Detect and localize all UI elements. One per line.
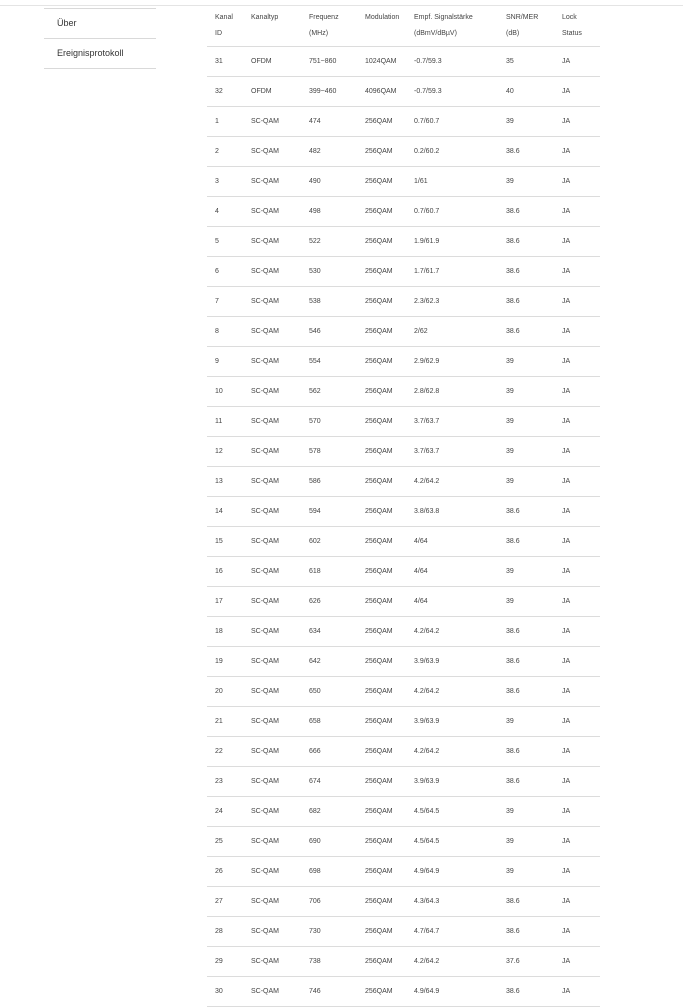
cell-kanal-id: 12 — [207, 436, 243, 466]
cell-modulation: 256QAM — [357, 466, 406, 496]
cell-frequenz: 690 — [301, 826, 357, 856]
cell-frequenz: 650 — [301, 676, 357, 706]
cell-modulation: 256QAM — [357, 916, 406, 946]
cell-modulation: 256QAM — [357, 376, 406, 406]
cell-lock-status: JA — [554, 256, 600, 286]
cell-lock-status: JA — [554, 916, 600, 946]
cell-lock-status: JA — [554, 196, 600, 226]
cell-snr-mer: 38.6 — [498, 136, 554, 166]
table-body — [207, 46, 600, 1006]
cell-frequenz: 626 — [301, 586, 357, 616]
cell-frequenz: 634 — [301, 616, 357, 646]
cell-snr-mer: 38.6 — [498, 496, 554, 526]
cell-kanaltyp: SC-QAM — [243, 766, 301, 796]
cell-modulation: 256QAM — [357, 616, 406, 646]
cell-snr-mer: 39 — [498, 856, 554, 886]
cell-modulation: 256QAM — [357, 886, 406, 916]
cell-signalstaerke: 4.2/64.2 — [406, 946, 498, 976]
table-header-row — [207, 0, 600, 46]
cell-snr-mer: 38.6 — [498, 286, 554, 316]
cell-snr-mer: 38.6 — [498, 736, 554, 766]
cell-frequenz: 682 — [301, 796, 357, 826]
cell-kanal-id: 25 — [207, 826, 243, 856]
cell-kanal-id: 19 — [207, 646, 243, 676]
cell-lock-status: JA — [554, 316, 600, 346]
cell-kanaltyp: SC-QAM — [243, 676, 301, 706]
cell-frequenz: 490 — [301, 166, 357, 196]
cell-signalstaerke: 2.8/62.8 — [406, 376, 498, 406]
header-line-1: Modulation — [365, 14, 400, 21]
table-row — [207, 886, 600, 916]
cell-lock-status: JA — [554, 526, 600, 556]
cell-kanal-id: 22 — [207, 736, 243, 766]
cell-snr-mer: 39 — [498, 796, 554, 826]
downstream-channel-table-container — [207, 0, 600, 1007]
cell-signalstaerke: 4.2/64.2 — [406, 466, 498, 496]
header-modulation — [357, 0, 406, 46]
cell-signalstaerke: 2/62 — [406, 316, 498, 346]
cell-signalstaerke: 3.7/63.7 — [406, 406, 498, 436]
cell-kanal-id: 28 — [207, 916, 243, 946]
cell-kanal-id: 5 — [207, 226, 243, 256]
cell-lock-status: JA — [554, 886, 600, 916]
cell-kanal-id: 31 — [207, 46, 243, 76]
cell-kanal-id: 10 — [207, 376, 243, 406]
cell-kanaltyp: SC-QAM — [243, 376, 301, 406]
cell-kanal-id: 16 — [207, 556, 243, 586]
cell-lock-status: JA — [554, 106, 600, 136]
table-row — [207, 226, 600, 256]
cell-snr-mer: 38.6 — [498, 766, 554, 796]
cell-modulation: 256QAM — [357, 796, 406, 826]
cell-kanal-id: 27 — [207, 886, 243, 916]
cell-signalstaerke: 1/61 — [406, 166, 498, 196]
cell-lock-status: JA — [554, 406, 600, 436]
cell-modulation: 256QAM — [357, 436, 406, 466]
cell-signalstaerke: -0.7/59.3 — [406, 46, 498, 76]
cell-snr-mer: 39 — [498, 346, 554, 376]
header-line-1: Empf. Signalstärke — [414, 14, 473, 21]
cell-kanaltyp: SC-QAM — [243, 616, 301, 646]
cell-signalstaerke: 1.9/61.9 — [406, 226, 498, 256]
cell-snr-mer: 38.6 — [498, 976, 554, 1006]
table-row — [207, 406, 600, 436]
header-line-2: (MHz) — [309, 30, 329, 37]
table-row — [207, 136, 600, 166]
table-row — [207, 736, 600, 766]
cell-frequenz: 698 — [301, 856, 357, 886]
table-row — [207, 106, 600, 136]
cell-modulation: 4096QAM — [357, 76, 406, 106]
table-row — [207, 256, 600, 286]
cell-lock-status: JA — [554, 796, 600, 826]
downstream-channel-table — [207, 0, 600, 1007]
table-row — [207, 646, 600, 676]
cell-kanaltyp: SC-QAM — [243, 556, 301, 586]
cell-signalstaerke: 4/64 — [406, 586, 498, 616]
table-row — [207, 166, 600, 196]
cell-signalstaerke: 0.7/60.7 — [406, 196, 498, 226]
cell-frequenz: 482 — [301, 136, 357, 166]
cell-lock-status: JA — [554, 76, 600, 106]
cell-signalstaerke: 4/64 — [406, 556, 498, 586]
cell-snr-mer: 38.6 — [498, 676, 554, 706]
cell-modulation: 256QAM — [357, 136, 406, 166]
sidebar-item-ueber[interactable]: Über — [44, 8, 156, 38]
cell-kanal-id: 3 — [207, 166, 243, 196]
cell-kanaltyp: SC-QAM — [243, 706, 301, 736]
cell-lock-status: JA — [554, 646, 600, 676]
cell-snr-mer: 38.6 — [498, 196, 554, 226]
table-row — [207, 616, 600, 646]
cell-frequenz: 578 — [301, 436, 357, 466]
table-row — [207, 46, 600, 76]
cell-signalstaerke: 4.5/64.5 — [406, 826, 498, 856]
cell-kanaltyp: SC-QAM — [243, 916, 301, 946]
cell-signalstaerke: 0.2/60.2 — [406, 136, 498, 166]
cell-frequenz: 474 — [301, 106, 357, 136]
cell-signalstaerke: 3.9/63.9 — [406, 706, 498, 736]
cell-kanal-id: 24 — [207, 796, 243, 826]
cell-lock-status: JA — [554, 556, 600, 586]
cell-kanal-id: 20 — [207, 676, 243, 706]
header-line-1: Frequenz — [309, 14, 339, 21]
table-row — [207, 946, 600, 976]
cell-frequenz: 658 — [301, 706, 357, 736]
cell-lock-status: JA — [554, 436, 600, 466]
cell-kanaltyp: SC-QAM — [243, 226, 301, 256]
cell-signalstaerke: 4.9/64.9 — [406, 976, 498, 1006]
cell-lock-status: JA — [554, 826, 600, 856]
cell-frequenz: 706 — [301, 886, 357, 916]
cell-kanal-id: 9 — [207, 346, 243, 376]
cell-modulation: 256QAM — [357, 106, 406, 136]
cell-kanaltyp: SC-QAM — [243, 406, 301, 436]
cell-kanaltyp: SC-QAM — [243, 316, 301, 346]
cell-frequenz: 399~460 — [301, 76, 357, 106]
table-row — [207, 676, 600, 706]
table-row — [207, 706, 600, 736]
cell-lock-status: JA — [554, 766, 600, 796]
cell-modulation: 256QAM — [357, 346, 406, 376]
header-line-1: SNR/MER — [506, 14, 539, 21]
table-row — [207, 976, 600, 1006]
sidebar — [44, 8, 156, 69]
cell-kanal-id: 29 — [207, 946, 243, 976]
cell-modulation: 256QAM — [357, 736, 406, 766]
cell-snr-mer: 39 — [498, 466, 554, 496]
cell-modulation: 256QAM — [357, 976, 406, 1006]
cell-snr-mer: 39 — [498, 586, 554, 616]
cell-lock-status: JA — [554, 616, 600, 646]
cell-kanal-id: 14 — [207, 496, 243, 526]
table-row — [207, 376, 600, 406]
cell-modulation: 256QAM — [357, 856, 406, 886]
cell-snr-mer: 38.6 — [498, 526, 554, 556]
cell-signalstaerke: 3.9/63.9 — [406, 766, 498, 796]
cell-kanaltyp: SC-QAM — [243, 466, 301, 496]
cell-modulation: 256QAM — [357, 706, 406, 736]
cell-modulation: 256QAM — [357, 406, 406, 436]
cell-modulation: 1024QAM — [357, 46, 406, 76]
cell-lock-status: JA — [554, 226, 600, 256]
table-row — [207, 586, 600, 616]
cell-signalstaerke: -0.7/59.3 — [406, 76, 498, 106]
header-lock-status — [554, 0, 600, 46]
cell-modulation: 256QAM — [357, 946, 406, 976]
cell-lock-status: JA — [554, 376, 600, 406]
cell-snr-mer: 38.6 — [498, 886, 554, 916]
cell-frequenz: 554 — [301, 346, 357, 376]
header-kanaltyp — [243, 0, 301, 46]
cell-kanaltyp: OFDM — [243, 76, 301, 106]
cell-snr-mer: 39 — [498, 706, 554, 736]
cell-modulation: 256QAM — [357, 226, 406, 256]
cell-signalstaerke: 4/64 — [406, 526, 498, 556]
cell-snr-mer: 38.6 — [498, 256, 554, 286]
cell-lock-status: JA — [554, 586, 600, 616]
cell-kanal-id: 15 — [207, 526, 243, 556]
table-row — [207, 916, 600, 946]
cell-kanal-id: 18 — [207, 616, 243, 646]
cell-kanal-id: 23 — [207, 766, 243, 796]
header-signalstaerke — [406, 0, 498, 46]
cell-signalstaerke: 2.9/62.9 — [406, 346, 498, 376]
sidebar-item-ereignisprotokoll[interactable]: Ereignisprotokoll — [44, 38, 156, 69]
cell-frequenz: 538 — [301, 286, 357, 316]
table-row — [207, 316, 600, 346]
cell-snr-mer: 38.6 — [498, 226, 554, 256]
cell-snr-mer: 39 — [498, 376, 554, 406]
cell-modulation: 256QAM — [357, 256, 406, 286]
table-row — [207, 346, 600, 376]
cell-kanaltyp: SC-QAM — [243, 826, 301, 856]
header-line-2: Status — [562, 30, 582, 37]
cell-lock-status: JA — [554, 976, 600, 1006]
cell-modulation: 256QAM — [357, 166, 406, 196]
cell-kanal-id: 1 — [207, 106, 243, 136]
cell-frequenz: 642 — [301, 646, 357, 676]
cell-snr-mer: 39 — [498, 556, 554, 586]
cell-lock-status: JA — [554, 736, 600, 766]
cell-kanaltyp: SC-QAM — [243, 106, 301, 136]
table-row — [207, 496, 600, 526]
cell-frequenz: 738 — [301, 946, 357, 976]
cell-frequenz: 746 — [301, 976, 357, 1006]
cell-kanaltyp: SC-QAM — [243, 796, 301, 826]
cell-lock-status: JA — [554, 856, 600, 886]
cell-lock-status: JA — [554, 706, 600, 736]
header-line-2: (dB) — [506, 30, 520, 37]
cell-signalstaerke: 4.7/64.7 — [406, 916, 498, 946]
cell-signalstaerke: 0.7/60.7 — [406, 106, 498, 136]
cell-frequenz: 586 — [301, 466, 357, 496]
cell-kanal-id: 11 — [207, 406, 243, 436]
cell-lock-status: JA — [554, 946, 600, 976]
cell-snr-mer: 35 — [498, 46, 554, 76]
header-line-1: Kanal — [215, 14, 233, 21]
cell-frequenz: 730 — [301, 916, 357, 946]
cell-kanal-id: 21 — [207, 706, 243, 736]
cell-kanaltyp: SC-QAM — [243, 196, 301, 226]
cell-snr-mer: 39 — [498, 406, 554, 436]
cell-frequenz: 546 — [301, 316, 357, 346]
cell-modulation: 256QAM — [357, 646, 406, 676]
header-line-1: Kanaltyp — [251, 14, 279, 21]
cell-kanal-id: 8 — [207, 316, 243, 346]
cell-kanaltyp: SC-QAM — [243, 496, 301, 526]
table-row — [207, 436, 600, 466]
cell-modulation: 256QAM — [357, 826, 406, 856]
cell-snr-mer: 39 — [498, 826, 554, 856]
cell-modulation: 256QAM — [357, 676, 406, 706]
cell-kanal-id: 26 — [207, 856, 243, 886]
cell-modulation: 256QAM — [357, 496, 406, 526]
cell-kanaltyp: SC-QAM — [243, 586, 301, 616]
cell-snr-mer: 39 — [498, 436, 554, 466]
header-snr-mer — [498, 0, 554, 46]
table-row — [207, 856, 600, 886]
cell-snr-mer: 37.6 — [498, 946, 554, 976]
cell-frequenz: 751~860 — [301, 46, 357, 76]
cell-frequenz: 674 — [301, 766, 357, 796]
cell-signalstaerke: 4.2/64.2 — [406, 676, 498, 706]
cell-signalstaerke: 3.9/63.9 — [406, 646, 498, 676]
cell-snr-mer: 38.6 — [498, 316, 554, 346]
table-row — [207, 196, 600, 226]
cell-kanal-id: 7 — [207, 286, 243, 316]
cell-frequenz: 522 — [301, 226, 357, 256]
header-line-2: ID — [215, 30, 222, 37]
cell-kanal-id: 6 — [207, 256, 243, 286]
cell-kanal-id: 13 — [207, 466, 243, 496]
cell-snr-mer: 38.6 — [498, 646, 554, 676]
cell-frequenz: 530 — [301, 256, 357, 286]
cell-signalstaerke: 4.2/64.2 — [406, 736, 498, 766]
cell-snr-mer: 39 — [498, 106, 554, 136]
header-frequenz — [301, 0, 357, 46]
cell-lock-status: JA — [554, 166, 600, 196]
cell-kanal-id: 2 — [207, 136, 243, 166]
cell-modulation: 256QAM — [357, 286, 406, 316]
table-row — [207, 796, 600, 826]
cell-kanal-id: 17 — [207, 586, 243, 616]
cell-kanaltyp: SC-QAM — [243, 166, 301, 196]
header-line-1: Lock — [562, 14, 577, 21]
table-row — [207, 826, 600, 856]
table-row — [207, 766, 600, 796]
header-line-2: (dBmV/dBµV) — [414, 30, 457, 37]
table-row — [207, 526, 600, 556]
cell-lock-status: JA — [554, 466, 600, 496]
cell-frequenz: 594 — [301, 496, 357, 526]
cell-kanaltyp: SC-QAM — [243, 736, 301, 766]
cell-kanaltyp: SC-QAM — [243, 976, 301, 1006]
header-kanal-id — [207, 0, 243, 46]
cell-kanaltyp: SC-QAM — [243, 946, 301, 976]
cell-signalstaerke: 4.5/64.5 — [406, 796, 498, 826]
cell-kanaltyp: OFDM — [243, 46, 301, 76]
cell-modulation: 256QAM — [357, 526, 406, 556]
cell-kanaltyp: SC-QAM — [243, 436, 301, 466]
cell-signalstaerke: 4.2/64.2 — [406, 616, 498, 646]
cell-lock-status: JA — [554, 286, 600, 316]
cell-modulation: 256QAM — [357, 316, 406, 346]
cell-signalstaerke: 3.8/63.8 — [406, 496, 498, 526]
cell-signalstaerke: 4.9/64.9 — [406, 856, 498, 886]
cell-signalstaerke: 1.7/61.7 — [406, 256, 498, 286]
cell-kanaltyp: SC-QAM — [243, 886, 301, 916]
cell-signalstaerke: 2.3/62.3 — [406, 286, 498, 316]
cell-kanal-id: 30 — [207, 976, 243, 1006]
cell-frequenz: 618 — [301, 556, 357, 586]
cell-kanaltyp: SC-QAM — [243, 526, 301, 556]
cell-lock-status: JA — [554, 676, 600, 706]
cell-kanaltyp: SC-QAM — [243, 256, 301, 286]
table-row — [207, 556, 600, 586]
cell-snr-mer: 38.6 — [498, 916, 554, 946]
cell-signalstaerke: 4.3/64.3 — [406, 886, 498, 916]
cell-lock-status: JA — [554, 136, 600, 166]
table-row — [207, 76, 600, 106]
cell-frequenz: 602 — [301, 526, 357, 556]
cell-lock-status: JA — [554, 496, 600, 526]
cell-frequenz: 570 — [301, 406, 357, 436]
cell-kanaltyp: SC-QAM — [243, 646, 301, 676]
cell-snr-mer: 40 — [498, 76, 554, 106]
cell-modulation: 256QAM — [357, 586, 406, 616]
table-row — [207, 286, 600, 316]
cell-modulation: 256QAM — [357, 766, 406, 796]
cell-frequenz: 562 — [301, 376, 357, 406]
cell-snr-mer: 39 — [498, 166, 554, 196]
cell-lock-status: JA — [554, 346, 600, 376]
cell-kanaltyp: SC-QAM — [243, 856, 301, 886]
cell-frequenz: 498 — [301, 196, 357, 226]
cell-kanaltyp: SC-QAM — [243, 286, 301, 316]
table-row — [207, 466, 600, 496]
cell-kanaltyp: SC-QAM — [243, 346, 301, 376]
cell-modulation: 256QAM — [357, 556, 406, 586]
cell-kanal-id: 32 — [207, 76, 243, 106]
cell-frequenz: 666 — [301, 736, 357, 766]
cell-modulation: 256QAM — [357, 196, 406, 226]
cell-signalstaerke: 3.7/63.7 — [406, 436, 498, 466]
cell-snr-mer: 38.6 — [498, 616, 554, 646]
cell-kanal-id: 4 — [207, 196, 243, 226]
cell-lock-status: JA — [554, 46, 600, 76]
cell-kanaltyp: SC-QAM — [243, 136, 301, 166]
